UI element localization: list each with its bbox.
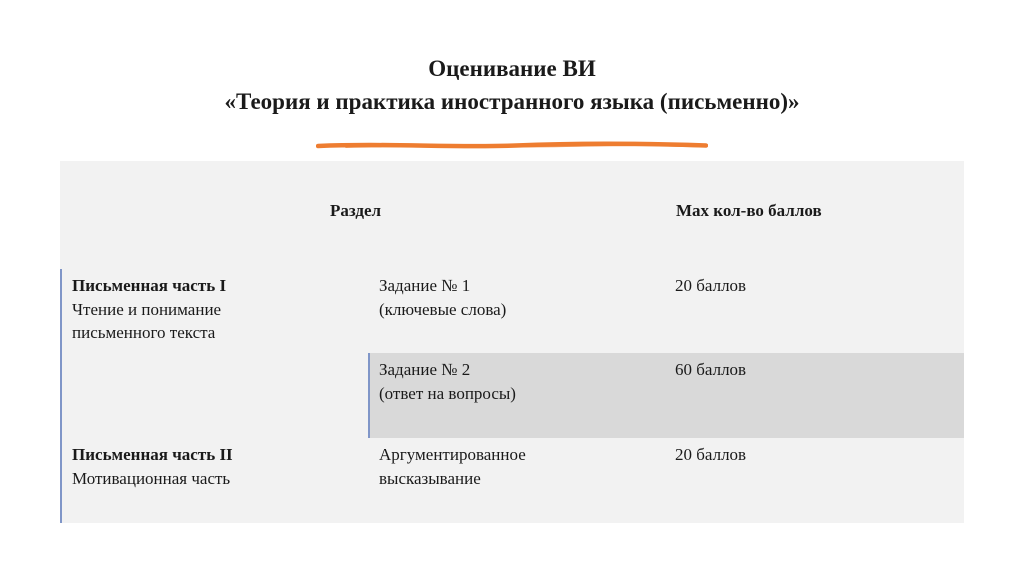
part-divider-line bbox=[60, 269, 62, 523]
task3-points: 20 баллов bbox=[675, 445, 747, 464]
part1-title: Письменная часть I bbox=[72, 276, 227, 295]
task3-cell bbox=[379, 443, 526, 490]
task3-line2: высказывание bbox=[379, 468, 481, 488]
part1-desc-line1: Чтение и понимание bbox=[72, 299, 222, 319]
brush-underline bbox=[316, 140, 708, 152]
header-section: Раздел bbox=[330, 201, 382, 220]
task2-cell bbox=[379, 358, 516, 405]
part1-desc-line2: письменного текста bbox=[72, 323, 216, 342]
title-line-2: «Теория и практика иностранного языка (письменно)» bbox=[224, 89, 800, 114]
scoring-table bbox=[60, 161, 964, 523]
task3-line1: Аргументированное bbox=[379, 445, 526, 464]
task2-divider-line bbox=[368, 353, 370, 438]
part2-title: Письменная часть II bbox=[72, 445, 233, 464]
part2-cell bbox=[72, 443, 233, 490]
task1-line2: (ключевые слова) bbox=[379, 299, 507, 319]
title-line-1: Оценивание ВИ bbox=[428, 56, 596, 81]
task1-points: 20 баллов bbox=[675, 276, 747, 295]
task2-line1: Задание № 2 bbox=[379, 360, 471, 379]
part2-desc-line1: Мотивационная часть bbox=[72, 468, 231, 488]
slide-title bbox=[0, 52, 1024, 118]
part1-cell bbox=[72, 274, 226, 345]
task1-line1: Задание № 1 bbox=[379, 276, 471, 295]
task1-cell bbox=[379, 274, 506, 321]
task2-points: 60 баллов bbox=[675, 360, 747, 379]
header-max-points: Max кол-во баллов bbox=[676, 201, 822, 220]
task2-line2: (ответ на вопросы) bbox=[379, 383, 516, 403]
